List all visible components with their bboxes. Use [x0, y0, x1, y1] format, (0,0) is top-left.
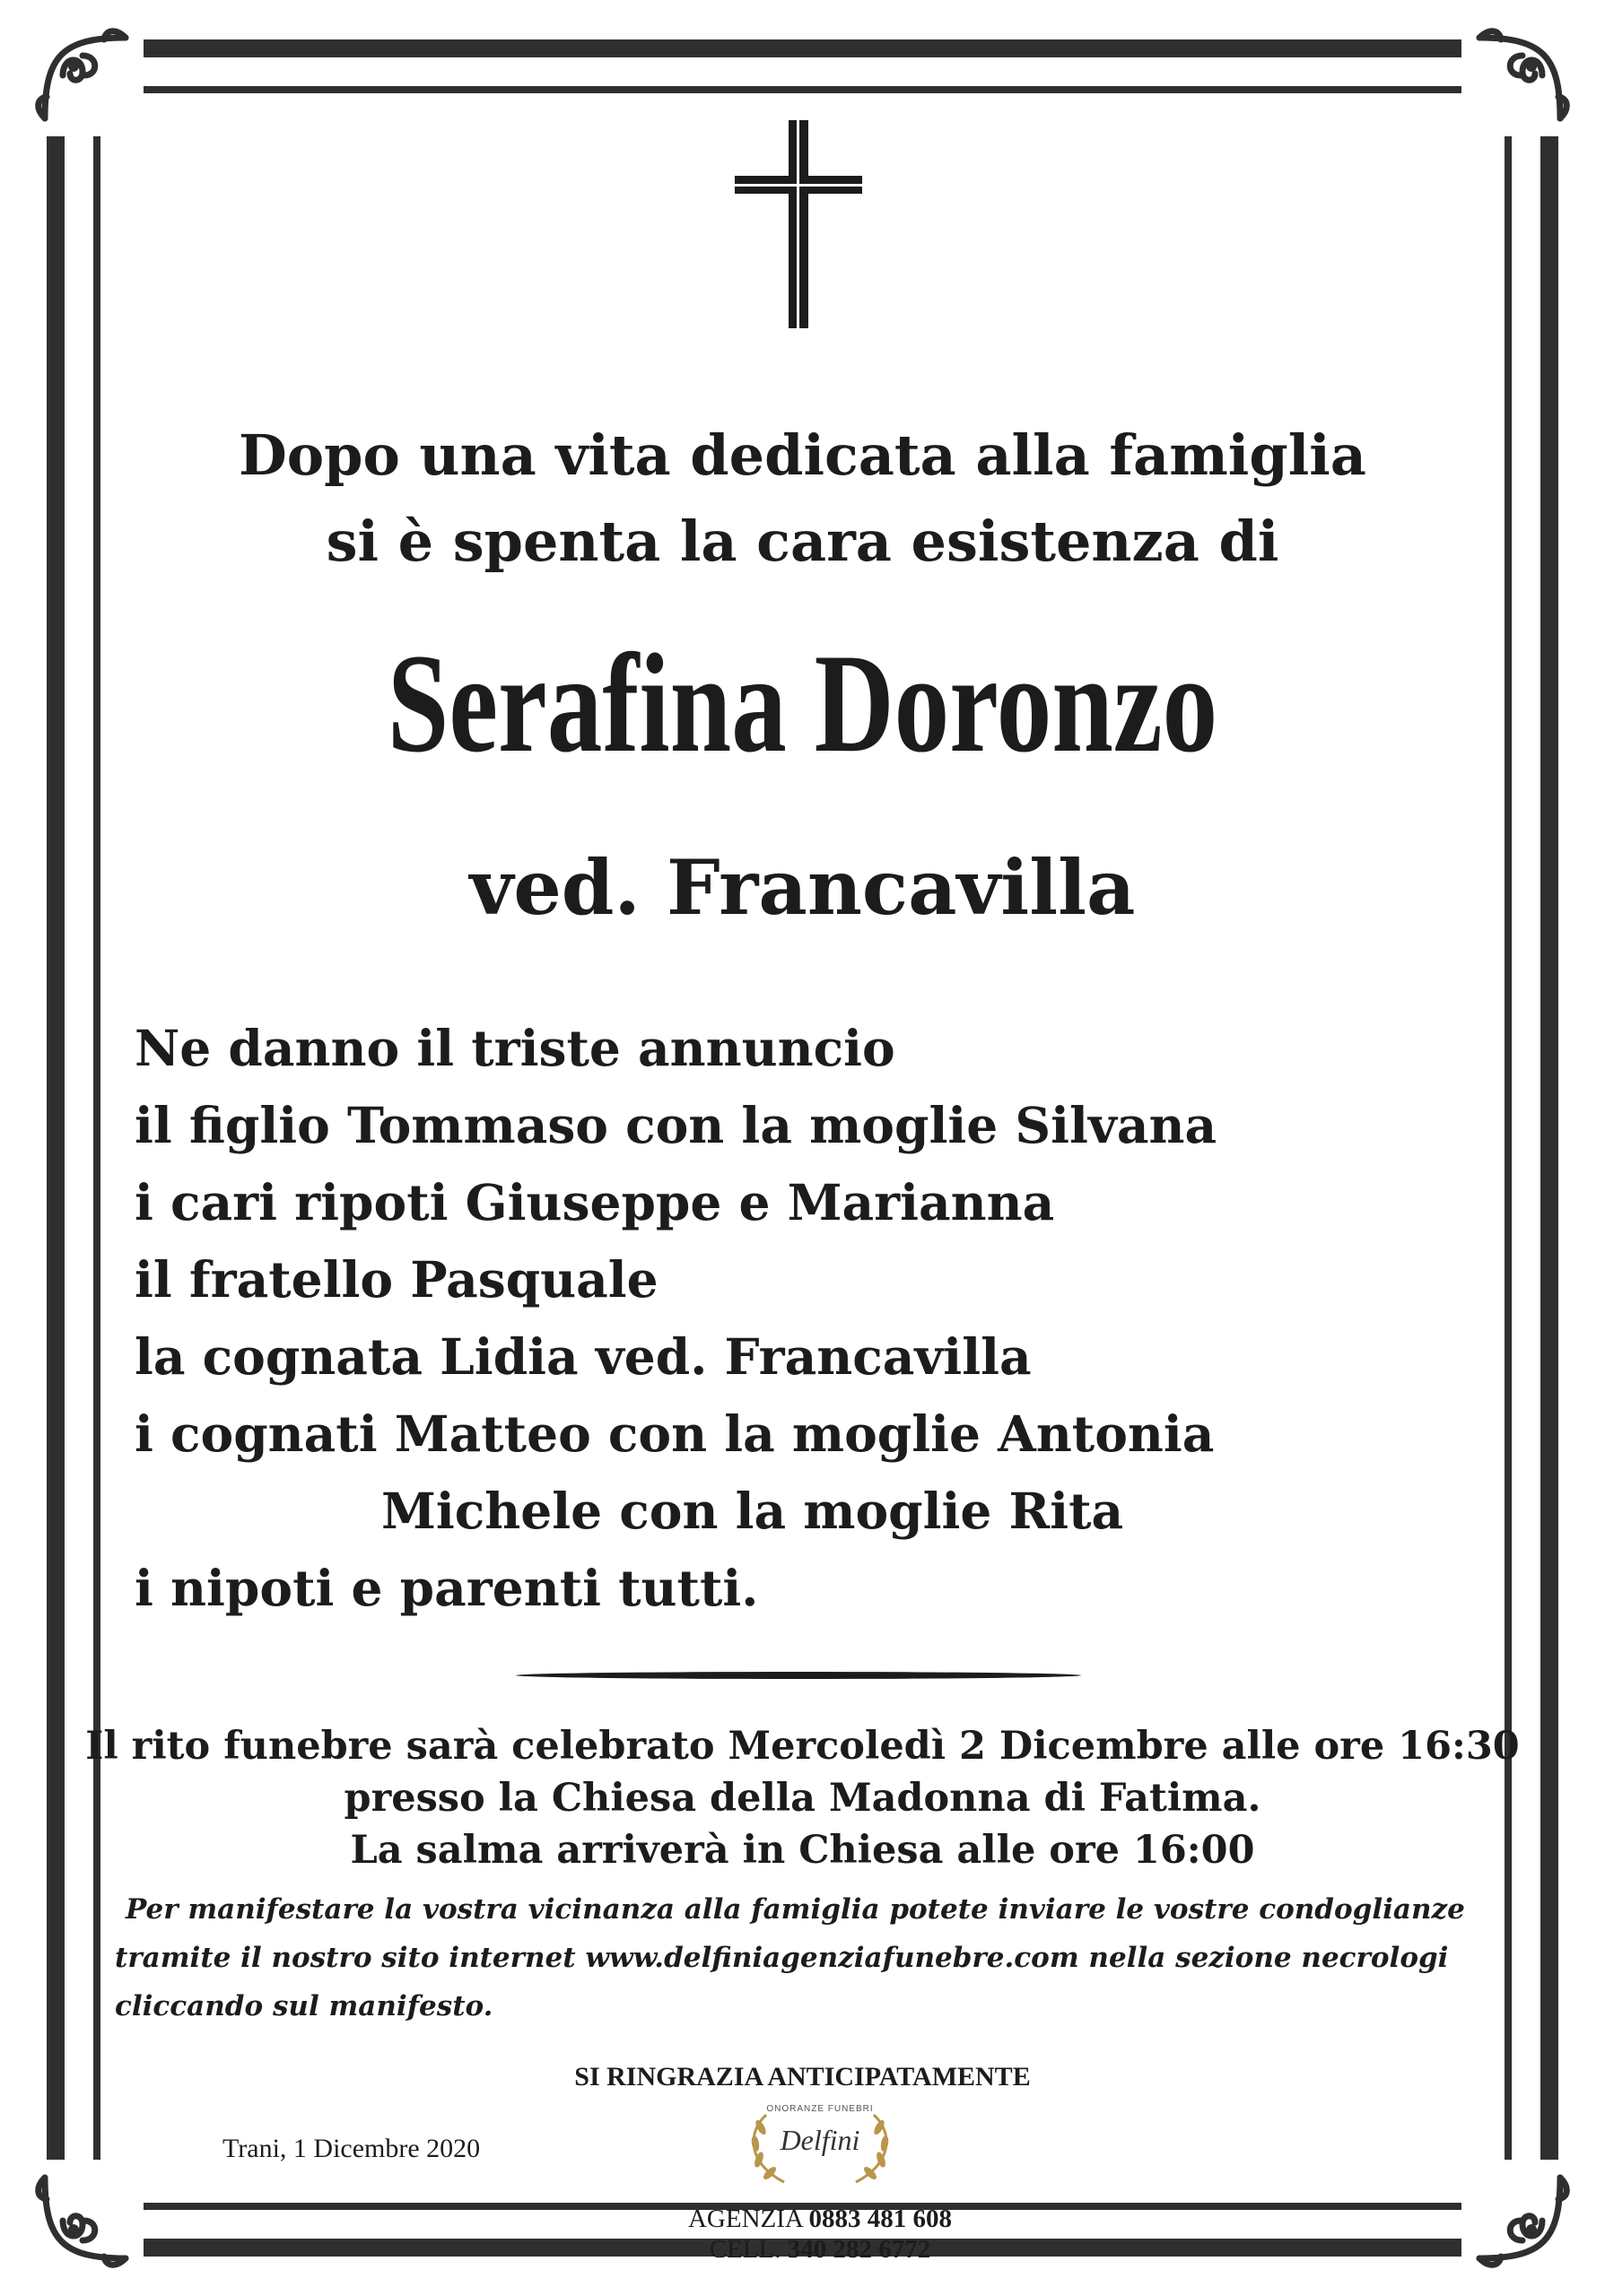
family-line: i cari ripoti Giuseppe e Marianna [135, 1173, 1055, 1231]
family-line: i cognati Matteo con la moglie Antonia [135, 1405, 1215, 1463]
intro-line-2: si è spenta la cara esistenza di [326, 509, 1279, 574]
family-line: Ne danno il triste annuncio [135, 1019, 895, 1077]
condolence-line-3: cliccando sul manifesto. [115, 1990, 493, 2022]
family-line: la cognata Lidia ved. Francavilla [135, 1327, 1032, 1386]
corner-ornament-icon [1461, 2160, 1578, 2276]
corner-ornament-icon [27, 2160, 144, 2276]
agency-cell-label: CELL. [709, 2235, 781, 2264]
family-line: il figlio Tommaso con la moglie Silvana [135, 1096, 1217, 1154]
agency-logo [730, 2088, 910, 2196]
corner-ornament-icon [1461, 20, 1578, 136]
divider [516, 1672, 1081, 1679]
funeral-line-2: presso la Chiesa della Madonna di Fatima. [344, 1776, 1261, 1821]
agency-phone-number: 0883 481 608 [808, 2205, 952, 2233]
logo-tagline: ONORANZE FUNEBRI [766, 2104, 874, 2114]
family-line: i nipoti e parenti tutti. [135, 1559, 759, 1617]
family-line: il fratello Pasquale [135, 1250, 659, 1309]
logo-name: Delfini [780, 2124, 860, 2156]
condolence-line-1: Per manifestare la vostra vicinanza alla famiglia potete inviare le vostre condoglianze [126, 1893, 1465, 1926]
agency-phone [667, 2203, 973, 2235]
agency-cell-number: 340 282 6772 [787, 2235, 931, 2264]
cross-icon [731, 117, 866, 332]
funeral-line-3: La salma arriverà in Chiesa alle ore 16:00 [350, 1828, 1255, 1873]
widow-of: ved. Francavilla [469, 843, 1136, 932]
funeral-line-1: Il rito funebre sarà celebrato Mercoledì 2 Dicembre alle ore 16:30 [85, 1724, 1520, 1769]
place-date: Trani, 1 Dicembre 2020 [222, 2134, 481, 2163]
agency-cell [667, 2233, 973, 2266]
corner-ornament-icon [27, 20, 144, 136]
family-line: Michele con la moglie Rita [381, 1482, 1124, 1540]
condolence-line-2: tramite il nostro sito internet www.delfiniagenziafunebre.com nella sezione necrologi [115, 1942, 1449, 1974]
thanks: SI RINGRAZIA ANTICIPATAMENTE [574, 2062, 1031, 2092]
deceased-name: Serafina Doronzo [387, 625, 1218, 782]
agency-phone-label: AGENZIA [687, 2205, 803, 2233]
intro-line-1: Dopo una vita dedicata alla famiglia [239, 422, 1366, 488]
